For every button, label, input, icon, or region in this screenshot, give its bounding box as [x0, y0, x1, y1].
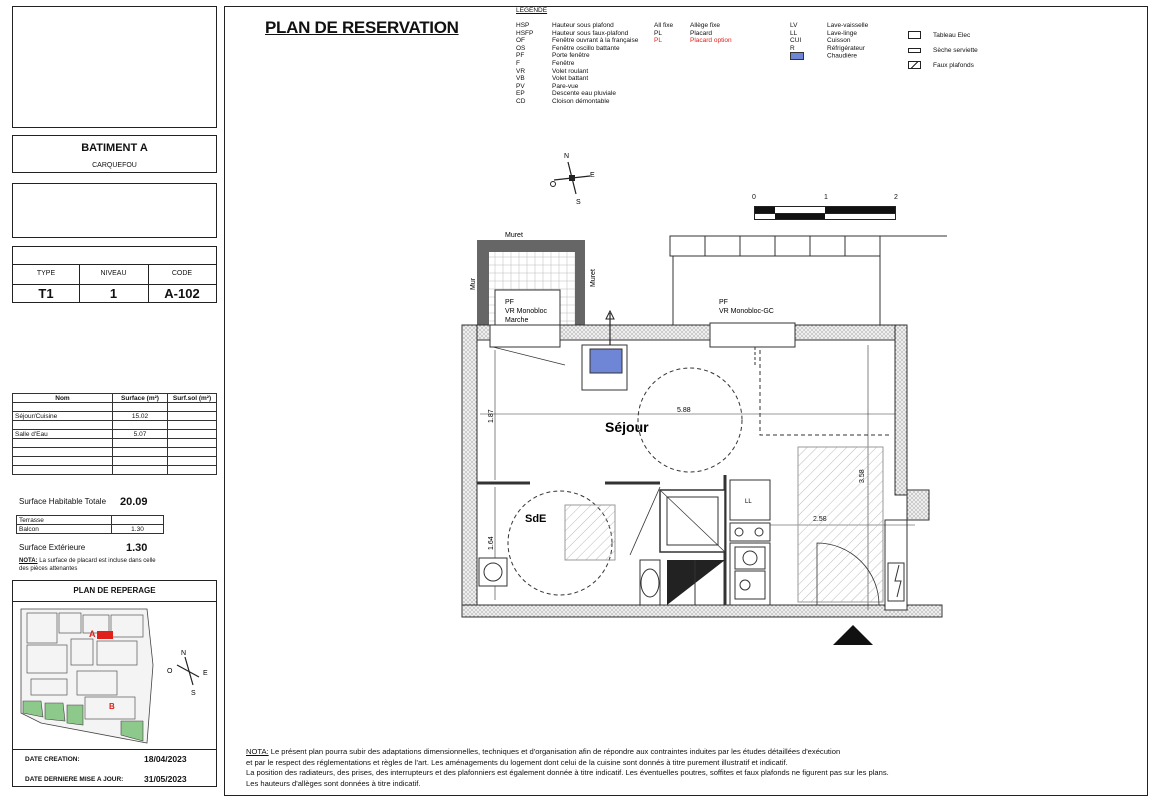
- room-sol: [168, 430, 217, 439]
- room-sol: [168, 412, 217, 421]
- legend-code: HSFP: [516, 29, 534, 37]
- label-pf1-a: PF: [505, 299, 514, 306]
- note-line: et par le respect des réglementations et règles de l'art. Les aménagements du logement dont celui de la cuisine sont donnés à titre purement illustratif et indicatif.: [246, 757, 788, 767]
- compass-s: S: [576, 199, 581, 206]
- legend-col2: [654, 22, 732, 45]
- legend-col4: [908, 28, 978, 73]
- ext-name: Terrasse: [17, 516, 112, 525]
- ext-value: 1.30: [112, 525, 164, 534]
- total-value: 20.09: [120, 496, 148, 508]
- type-value: T1: [38, 286, 54, 301]
- building-box: [12, 135, 217, 173]
- legend-label: Placard: [690, 29, 713, 37]
- legend-col1: [516, 22, 638, 106]
- scale-bar: [754, 206, 896, 220]
- legend-label: Fenêtre: [552, 59, 575, 67]
- rooms-col-name: Nom: [13, 394, 113, 403]
- label-pf2-b: VR Monobloc-GC: [719, 308, 774, 315]
- dim-588: 5.88: [677, 407, 691, 414]
- legend-code: EP: [516, 90, 525, 98]
- boiler-swatch: [790, 52, 804, 60]
- legend-col3: [790, 22, 868, 61]
- dim-187: 1.87: [488, 409, 495, 423]
- room-name: Séjour/Cuisine: [13, 412, 113, 421]
- legend-label: Hauteur sous plafond: [552, 22, 614, 29]
- notes-label: NOTA:: [246, 747, 269, 756]
- legend-code: OS: [516, 44, 526, 52]
- legend-label: Fenêtre ouvrant à la française: [552, 37, 639, 45]
- legend-code: PV: [516, 82, 525, 90]
- sidebar-note: [19, 558, 156, 573]
- tableau-elec-icon: [908, 31, 921, 39]
- legend-code: All fixe: [654, 22, 674, 29]
- compass-n: N: [564, 153, 570, 160]
- site-plan: [17, 605, 213, 745]
- ext-value-total: 1.30: [126, 542, 148, 554]
- legend-label: Cuisson: [827, 37, 851, 45]
- legend-label: Sèche serviette: [933, 47, 978, 54]
- ext-value: [112, 516, 164, 525]
- legend-code: F: [516, 59, 520, 67]
- scale-label-2: 2: [894, 194, 898, 201]
- legend-code: PL: [654, 29, 662, 37]
- address-box: [12, 183, 217, 238]
- compass-e: E: [590, 172, 595, 179]
- scale-label-1: 1: [824, 194, 828, 201]
- plan-title: PLAN DE RESERVATION: [265, 18, 459, 37]
- legend-code: PL: [654, 37, 662, 45]
- room-surface: 15.02: [113, 412, 168, 421]
- type-header: TYPE: [36, 270, 56, 277]
- legend-title: LEGENDE: [516, 7, 548, 14]
- legend-label: Volet battant: [552, 75, 589, 83]
- label-muret-left: Mur: [470, 277, 477, 290]
- legend-label: Réfrigérateur: [827, 44, 865, 52]
- note-line: Les hauteurs d'allèges sont données à titre indicatif.: [246, 778, 421, 788]
- legend-label: Pare-vue: [552, 82, 579, 90]
- ext-table: [16, 515, 164, 534]
- legend-code: VB: [516, 75, 525, 83]
- faux-plafond-icon: [908, 61, 921, 69]
- niveau-header: NIVEAU: [100, 270, 127, 277]
- legend-label: Placard option: [690, 37, 732, 45]
- legend-code: CUI: [790, 37, 802, 45]
- label-sejour: Séjour: [605, 419, 649, 435]
- legend-code: LL: [790, 29, 798, 37]
- legend-label: Tableau Elec: [933, 32, 971, 39]
- floor-plan: [455, 225, 955, 650]
- legend-label: Faux plafonds: [933, 62, 974, 69]
- sidebar-note-label: NOTA:: [19, 558, 38, 564]
- legend-code: R: [790, 44, 795, 52]
- note-line: La position des radiateurs, des prises, des interrupteurs et des plafonniers est également donnée à titre indicatif. Les éventuelles poutres, soffites et faux plafonds ne figurent pas sur les plans.: [246, 768, 889, 777]
- legend-label: Cloison démontable: [552, 97, 610, 105]
- code-header: CODE: [171, 270, 193, 277]
- scale-label-0: 0: [752, 194, 756, 201]
- type-table: [12, 246, 217, 303]
- table-row: [13, 430, 217, 439]
- sidebar-note-line2: des pièces attenantes: [19, 565, 78, 572]
- building-city: CARQUEFOU: [92, 162, 137, 169]
- legend-code: OF: [516, 37, 526, 45]
- legend-label: Volet roulant: [552, 67, 589, 75]
- sidebar-note-line1: La surface de placard est incluse dans celle: [37, 558, 156, 564]
- label-muret-top: Muret: [505, 232, 523, 239]
- rooms-col-surface: Surface (m²): [113, 394, 168, 403]
- seche-serviette-icon: [908, 48, 921, 53]
- legend-label: Chaudière: [827, 53, 857, 61]
- rooms-table: [12, 393, 217, 475]
- code-value: A-102: [164, 286, 200, 301]
- ext-label: Surface Extérieure: [19, 543, 86, 552]
- legend-label: Hauteur sous faux-plafond: [552, 29, 629, 37]
- rooms-table-wrap: [12, 393, 217, 475]
- legend-label: Porte fenêtre: [552, 52, 590, 60]
- ext-name: Balcon: [17, 525, 112, 534]
- dim-164: 1.64: [488, 536, 495, 550]
- legend-label: Lave-linge: [827, 29, 857, 37]
- reperage-title: PLAN DE REPERAGE: [73, 586, 156, 595]
- label-ll: LL: [745, 499, 752, 505]
- table-row: [13, 412, 217, 421]
- label-pf1-c: Marche: [505, 317, 529, 324]
- niveau-value: 1: [109, 286, 118, 301]
- ext-table-wrap: [16, 515, 164, 534]
- rooms-col-sol: Surf.sol (m²): [168, 394, 217, 403]
- date-creation-label: DATE CREATION:: [25, 756, 80, 763]
- total-label: Surface Habitable Totale: [19, 497, 107, 506]
- date-maj-label: DATE DERNIERE MISE A JOUR:: [25, 776, 124, 783]
- reperage-box: [12, 580, 217, 787]
- label-sde: SdE: [525, 513, 547, 525]
- label-muret-right: Muret: [590, 269, 597, 287]
- svg-text:A: A: [89, 629, 96, 639]
- logo-box: [12, 6, 217, 128]
- legend-label: Allège fixe: [690, 22, 720, 29]
- legend-code: CD: [516, 97, 526, 105]
- table-row: [17, 525, 164, 534]
- legend-code: PF: [516, 52, 525, 60]
- svg-text:S: S: [191, 690, 196, 697]
- note-line: Le présent plan pourra subir des adaptations dimensionnelles, techniques et d'organisation afin de répondre aux contraintes induites par les études détaillées d'exécution: [268, 747, 841, 756]
- label-pf2-a: PF: [719, 299, 728, 306]
- svg-text:B: B: [109, 702, 115, 711]
- label-pf1-b: VR Monobloc: [505, 308, 548, 315]
- svg-text:E: E: [203, 670, 208, 677]
- compass-icon: [540, 148, 610, 208]
- date-creation: 18/04/2023: [144, 754, 187, 764]
- legend-label: Lave-vaisselle: [827, 22, 869, 29]
- legend-code: VR: [516, 67, 526, 75]
- table-row: [17, 516, 164, 525]
- svg-text:N: N: [181, 650, 187, 657]
- building-name: BATIMENT A: [81, 142, 148, 154]
- legend-label: Fenêtre oscillo battante: [552, 44, 620, 52]
- legend-code: HSP: [516, 22, 530, 29]
- room-name: Salle d'Eau: [13, 430, 113, 439]
- room-surface: 5.07: [113, 430, 168, 439]
- legend-label: Descente eau pluviale: [552, 90, 616, 98]
- plan-notes: [246, 747, 889, 789]
- legend-code: LV: [790, 22, 798, 29]
- date-maj: 31/05/2023: [144, 774, 187, 784]
- svg-text:O: O: [167, 668, 173, 675]
